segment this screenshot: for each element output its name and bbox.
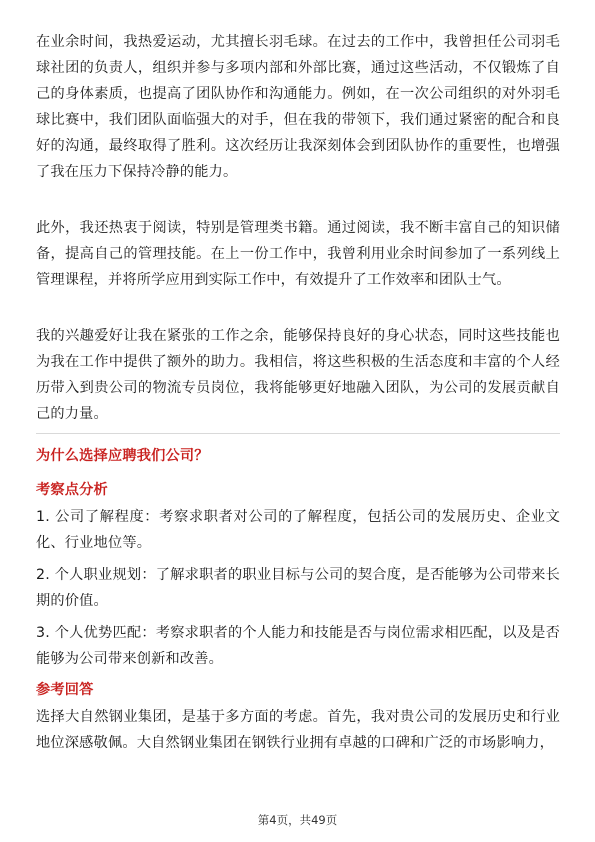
analysis-item: 3. 个人优势匹配：考察求职者的个人能力和技能是否与岗位需求相匹配，以及是否能够为公司带来创新和改善。 — [36, 625, 560, 667]
page-number: 第4页，共49页 — [257, 813, 338, 827]
question-heading: 为什么选择应聘我们公司？ — [36, 448, 209, 464]
analysis-item: 1. 公司了解程度：考察求职者对公司的了解程度，包括公司的发展历史、企业文化、行业地位等。 — [36, 509, 560, 551]
page-content — [36, 29, 560, 756]
paragraph-hobbies-sports: 在业余时间，我热爱运动，尤其擅长羽毛球。在过去的工作中，我曾担任公司羽毛球社团的负责人，组织并参与多项内部和外部比赛，通过这些活动，不仅锻炼了自己的身体素质，也提高了团队协作和沟通能力。例如，在一次公司组织的对外羽毛球比赛中，我们团队面临强大的对手，但在我的带领下，我们通过紧密的配合和良好的沟通，最终取得了胜利。这次经历让我深刻体会到团队协作的重要性，也增强了我在压力下保持冷静的能力。 — [36, 34, 560, 180]
paragraph-hobbies-summary: 我的兴趣爱好让我在紧张的工作之余，能够保持良好的身心状态，同时这些技能也为我在工作中提供了额外的助力。我相信，将这些积极的生活态度和丰富的个人经历带入到贵公司的物流专员岗位，我将能够更好地融入团队，为公司的发展贡献自己的力量。 — [36, 328, 560, 422]
answer-text: 选择大自然钢业集团，是基于多方面的考虑。首先，我对贵公司的发展历史和行业地位深感敬佩。大自然钢业集团在钢铁行业拥有卓越的口碑和广泛的市场影响力， — [36, 709, 560, 751]
answer-heading: 参考回答 — [36, 682, 94, 698]
analysis-item: 2. 个人职业规划：了解求职者的职业目标与公司的契合度，是否能够为公司带来长期的价值。 — [36, 567, 560, 609]
paragraph-hobbies-reading: 此外，我还热衷于阅读，特别是管理类书籍。通过阅读，我不断丰富自己的知识储备，提高自己的管理技能。在上一份工作中，我曾利用业余时间参加了一系列线上管理课程，并将所学应用到实际工作中，有效提升了工作效率和团队士气。 — [36, 220, 560, 288]
analysis-heading: 考察点分析 — [36, 482, 108, 498]
section-divider — [36, 433, 560, 434]
